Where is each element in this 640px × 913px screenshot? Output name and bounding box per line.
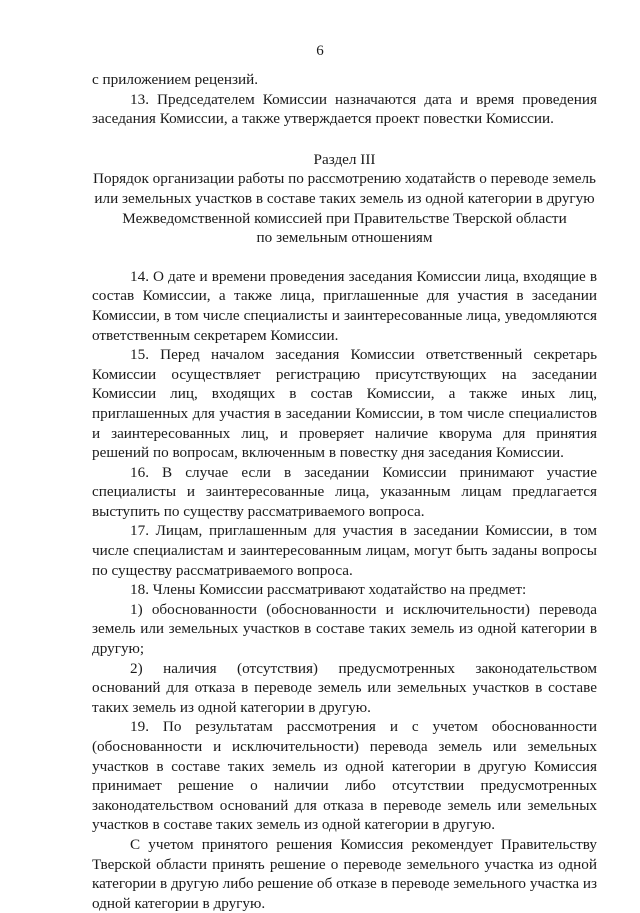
item-18-subitem-1: 1) обоснованности (обоснованности и исключительности) перевода земель или земельных участков в составе таких земель из одной категории в другую;	[92, 600, 597, 658]
item-13: 13. Председателем Комиссии назначаются дата и время проведения заседания Комиссии, а также утверждается проект повестки Комиссии.	[92, 90, 597, 128]
section-title	[92, 169, 597, 247]
item-19: 19. По результатам рассмотрения и с учетом обоснованности (обоснованности и исключительности) перевода земель или земельных участков в составе таких земель из одной категории в другую Комиссия принимает решение о наличии либо отсутствии предусмотренных законодательством оснований для отказа в переводе земель или земельных участков в составе таких земель из одной категории в другую.	[92, 718, 597, 834]
item-16: 16. В случае если в заседании Комиссии принимают участие специалисты и заинтересованные лица, указанным лицам предлагается выступить по существу рассматриваемого вопроса.	[92, 463, 597, 520]
document-body	[92, 70, 597, 913]
section-label: Раздел III	[313, 150, 376, 168]
final-paragraph: С учетом принятого решения Комиссия рекомендует Правительству Тверской области принять решение о переводе земельного участка из одной категории в другую либо решение об отказе в переводе земельного участка из одной категории в другую.	[92, 835, 597, 912]
section-title-line-1: Порядок организации работы по рассмотрению ходатайств о переводе земель	[93, 170, 596, 188]
item-14: 14. О дате и времени проведения заседания Комиссии лица, входящие в состав Комиссии, а также лица, приглашенные для участия в заседании Комиссии, в том числе специалисты и заинтересованные лица, уведомляются ответственным секретарем Комиссии.	[92, 267, 597, 344]
continuation-text: с приложением рецензий.	[92, 71, 259, 88]
item-15: 15. Перед началом заседания Комиссии ответственный секретарь Комиссии осуществляет регистрацию присутствующих на заседании Комиссии лиц, входящих в состав Комиссии, а также иных лиц, приглашенных для участия в заседании Комиссии, в том числе специалистов и заинтересованных лиц, и проверяет наличие кворума для принятия решений по вопросам, включенным в повестку дня заседания Комиссии.	[92, 346, 597, 462]
section-title-line-3: Межведомственной комиссией при Правительстве Тверской области	[122, 209, 567, 227]
page-number: 6	[316, 43, 324, 59]
item-17: 17. Лицам, приглашенным для участия в заседании Комиссии, в том числе специалистам и заинтересованным лицам, могут быть заданы вопросы по существу рассматриваемого вопроса.	[92, 522, 597, 579]
section-title-line-4: по земельным отношениям	[256, 229, 433, 247]
item-18: 18. Члены Комиссии рассматривают ходатайство на предмет:	[130, 581, 527, 599]
section-title-line-2: или земельных участков в составе таких земель из одной категории в другую	[94, 189, 595, 207]
item-18-subitem-2: 2) наличия (отсутствия) предусмотренных законодательством оснований для отказа в переводе земель или земельных участков в составе таких земель из одной категории в другую.	[92, 659, 597, 716]
